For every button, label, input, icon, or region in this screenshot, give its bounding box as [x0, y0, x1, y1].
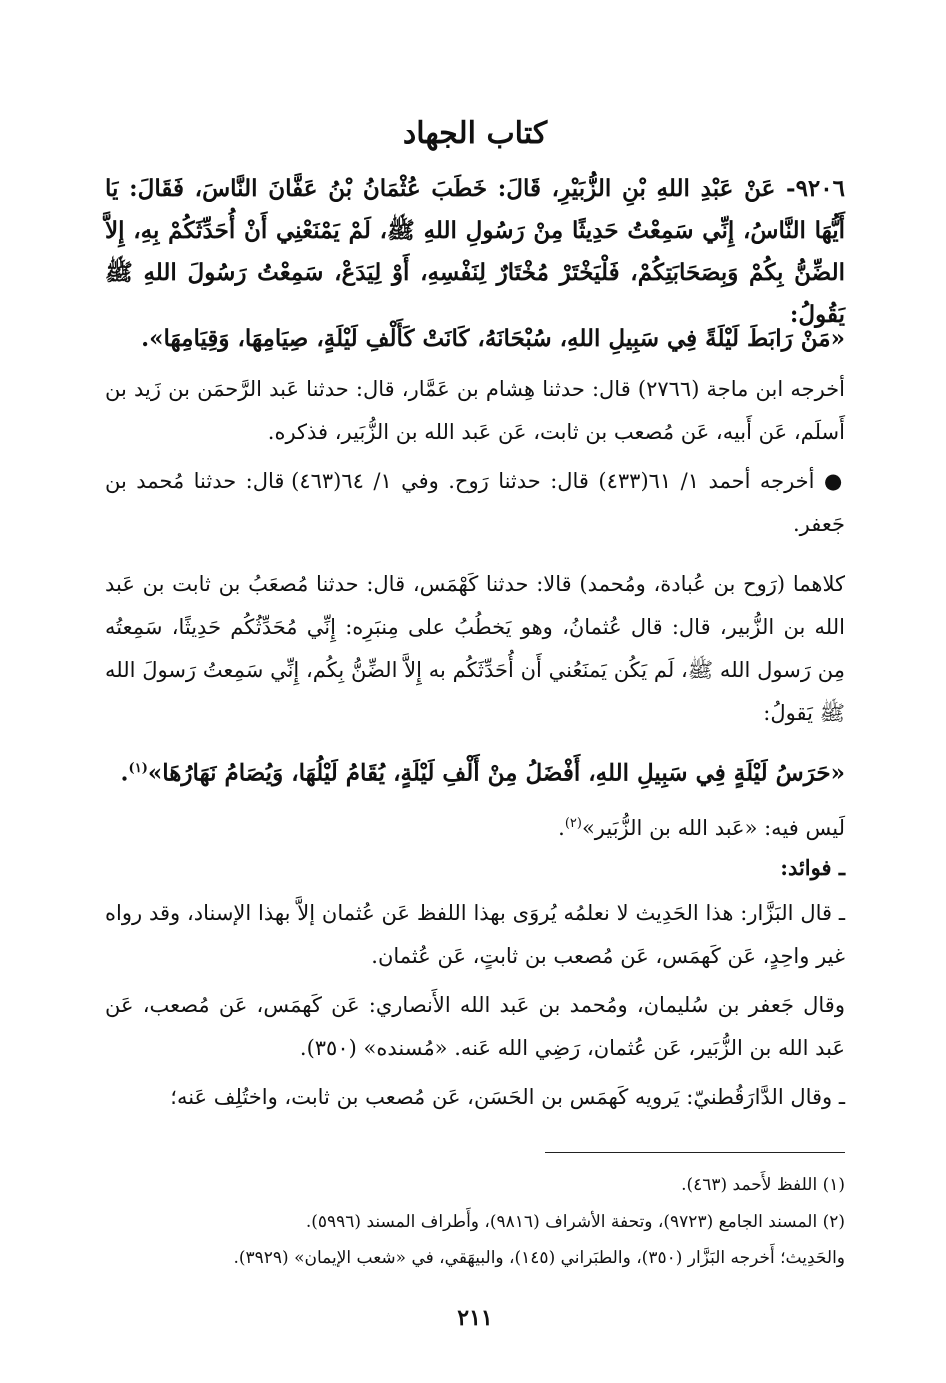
matn-2-text: «حَرَسُ لَيْلَةٍ فِي سَبِيلِ اللهِ، أَفْضَلُ مِنْ أَلْفِ لَيْلَةٍ، يُقَامُ لَيْلُهَا، وَيُصَامُ نَهَارُهَا» [147, 759, 845, 787]
fawaid-jafar: وقال جَعفر بن سُليمان، ومُحمد بن عَبد الله الأَنصاري: عَن كَهمَس، عَن مُصعب، عَن عَبد الله بن الزُّبَير، عَن عُثمان، رَضِي الله عَنه. «مُسنده» (٣٥٠). [105, 993, 845, 1060]
footnote-2: (٢) المسند الجامع (٩٧٢٣)، وتحفة الأشراف (٩٨١٦)، وأَطراف المسند (٥٩٩٦). [305, 1212, 845, 1232]
hadith-isnad: عَنْ عَبْدِ اللهِ بْنِ الزُّبَيْرِ، قَالَ: خَطَبَ عُثْمَانُ بْنُ عَفَّانَ النَّاسَ، فَقَالَ: يَا أَيُّهَا النَّاسُ، إِنِّي سَمِعْتُ حَدِيثًا مِنْ رَسُولِ اللهِ ﷺ، لَمْ يَمْنَعْنِي أَنْ أُحَدِّثَكُمْ بِهِ، إِلاَّ الضِّنُّ بِكُمْ وَبِصَحَابَتِكُمْ، فَلْيَخْتَرْ مُخْتَارٌ لِنَفْسِهِ، أَوْ لِيَدَعْ، سَمِعْتُ رَسُولَ اللهِ ﷺ يَقُولُ: [105, 175, 845, 328]
fawaid-heading: ـ فوائد: [780, 855, 845, 880]
bullet: ● [823, 469, 846, 493]
hadith-number: ٩٢٠٦- [786, 175, 845, 202]
hadith-matn-2 [105, 748, 851, 795]
takhrij-common: كلاهما (رَوح بن عُبادة، ومُحمد) قالا: حدثنا كَهْمَس، قال: حدثنا مُصعَبُ بن ثابت بن عَبد الله بن الزُّبير، قال: قال عُثمانُ، وهو يَخطُبُ على مِنبَرِه: إِنِّي مُحَدِّثُكُم حَدِيثًا، سَمِعتُه مِن رَسول الله ﷺ، لَم يَكُن يَمنَعُني أَن أُحَدِّثَكُم به إِلاَّ الضِّنُّ بِكُم، إِنِّي سَمِعتُ رَسولَ الله ﷺ يَقولُ: [105, 572, 845, 725]
laysa-fihi-end: . [558, 816, 565, 840]
footnote-1: (١) اللفظ لأَحمد (٤٦٣). [681, 1175, 845, 1195]
footnote-ref-2: (٢) [564, 816, 582, 831]
matn-2-end: . [120, 759, 129, 787]
footnote-2-continuation: والحَدِيث؛ أَخرجه البَزَّار (٣٥٠)، والطبَراني (١٤٥)، والبيهَقي، في «شعب الإيمان» (٣٩٢٩). [233, 1248, 845, 1268]
hadith-matn: «مَنْ رَابَطَ لَيْلَةً فِي سَبِيلِ اللهِ، سُبْحَانَهُ، كَانَتْ كَأَلْفِ لَيْلَةٍ، صِيَامِهَا، وَقِيَامِهَا». [141, 325, 845, 352]
footnote-separator [545, 1152, 845, 1153]
hadith-text [105, 168, 845, 336]
takhrij-ahmad-text: أخرجه أحمد ١/ ٦١(٤٣٣) قال: حدثنا رَوح. وفي ١/ ٦٤(٤٦٣) قال: حدثنا مُحمد بن جَعفر. [105, 469, 845, 536]
takhrij-ibn-majah: أخرجه ابن ماجة (٢٧٦٦) قال: حدثنا هِشام بن عَمَّار، قال: حدثنا عَبد الرَّحمَن بن زَيد بن أَسلَم، عَن أَبيه، عَن مُصعب بن ثابت، عَن عَبد الله بن الزُّبَير، فذكره. [105, 377, 845, 444]
takhrij-ahmad [105, 460, 845, 546]
page-number: ٢١١ [457, 1305, 493, 1331]
document-page [105, 0, 845, 1383]
footnote-ref-1: (١) [128, 761, 148, 776]
fawaid-daraqutni: ـ وقال الدَّارَقُطنيّ: يَرويه كَهمَس بن الحَسَن، عَن مُصعب بن ثابت، واختُلِف عَنه؛ [170, 1085, 845, 1109]
laysa-fihi-text: لَيس فيه: «عَبد الله بن الزُّبَير» [581, 816, 845, 840]
page-title: كتاب الجهاد [402, 116, 548, 151]
fawaid-bazzar: ـ قال البَزَّار: هذا الحَدِيث لا نعلمُه يُروَى بهذا اللفظ عَن عُثمان إلاَّ بهذا الإسناد، وقد رواه غير واحِدٍ، عَن كَهمَس، عَن مُصعب بن ثابتٍ، عَن عُثمان. [105, 901, 845, 968]
laysa-fihi [105, 802, 845, 850]
